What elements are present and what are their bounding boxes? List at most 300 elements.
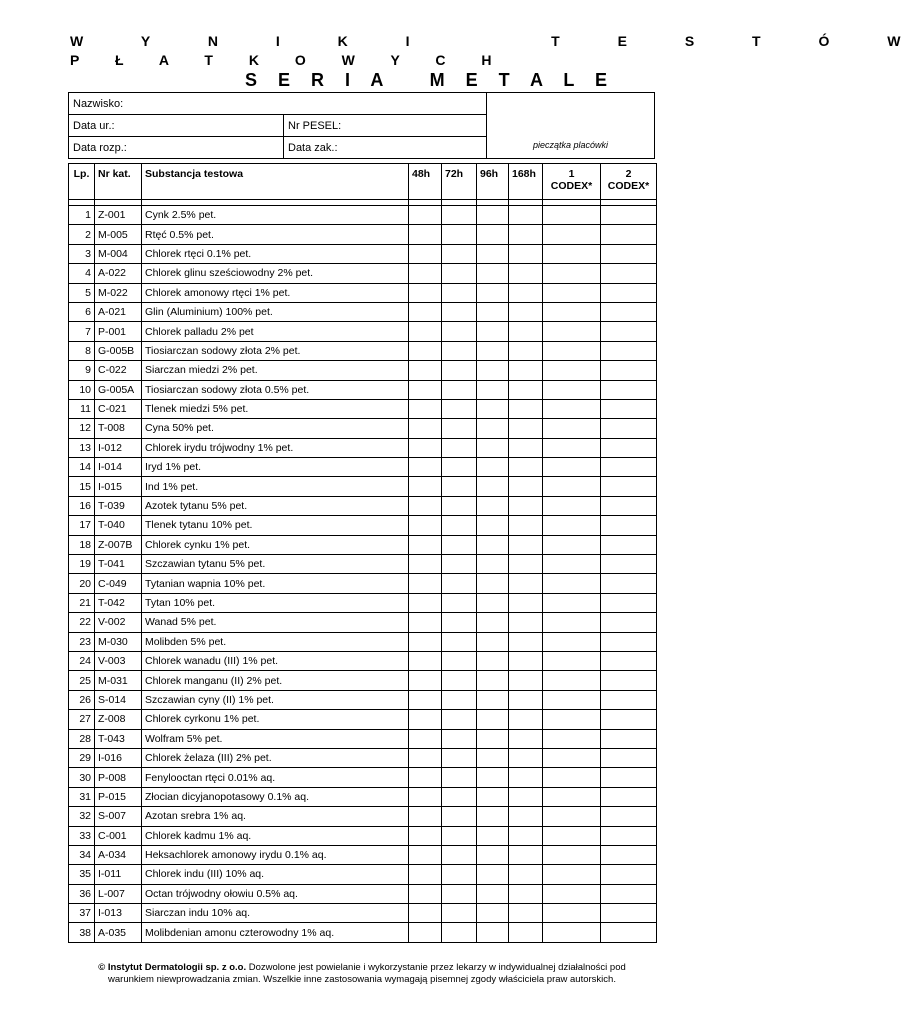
result-codex-1[interactable] bbox=[543, 787, 601, 806]
result-48h[interactable] bbox=[409, 574, 442, 593]
result-96h[interactable] bbox=[477, 865, 509, 884]
result-96h[interactable] bbox=[477, 283, 509, 302]
result-codex-2[interactable] bbox=[601, 419, 657, 438]
result-codex-2[interactable] bbox=[601, 826, 657, 845]
result-48h[interactable] bbox=[409, 225, 442, 244]
result-168h[interactable] bbox=[509, 710, 543, 729]
result-168h[interactable] bbox=[509, 748, 543, 767]
dob-field[interactable]: Data ur.: bbox=[69, 115, 284, 137]
result-96h[interactable] bbox=[477, 787, 509, 806]
result-codex-1[interactable] bbox=[543, 865, 601, 884]
result-72h[interactable] bbox=[442, 651, 477, 670]
result-48h[interactable] bbox=[409, 593, 442, 612]
table-row bbox=[69, 225, 657, 244]
result-codex-2[interactable] bbox=[601, 632, 657, 651]
result-168h[interactable] bbox=[509, 555, 543, 574]
result-48h[interactable] bbox=[409, 748, 442, 767]
pesel-field[interactable]: Nr PESEL: bbox=[284, 115, 487, 137]
patient-info-form bbox=[68, 92, 487, 159]
result-168h[interactable] bbox=[509, 651, 543, 670]
result-168h[interactable] bbox=[509, 904, 543, 923]
row-nr-kat: A-034 bbox=[95, 845, 142, 864]
result-72h[interactable] bbox=[442, 361, 477, 380]
col-substance: Substancja testowa bbox=[142, 164, 409, 200]
result-96h[interactable] bbox=[477, 768, 509, 787]
result-96h[interactable] bbox=[477, 729, 509, 748]
result-48h[interactable] bbox=[409, 419, 442, 438]
result-codex-2[interactable] bbox=[601, 807, 657, 826]
row-substance: Iryd 1% pet. bbox=[142, 458, 409, 477]
surname-field[interactable]: Nazwisko: bbox=[69, 93, 487, 115]
result-168h[interactable] bbox=[509, 593, 543, 612]
result-72h[interactable] bbox=[442, 264, 477, 283]
result-168h[interactable] bbox=[509, 884, 543, 903]
result-168h[interactable] bbox=[509, 923, 543, 942]
result-96h[interactable] bbox=[477, 690, 509, 709]
result-48h[interactable] bbox=[409, 555, 442, 574]
result-48h[interactable] bbox=[409, 787, 442, 806]
result-codex-2[interactable] bbox=[601, 380, 657, 399]
row-substance: Tlenek miedzi 5% pet. bbox=[142, 399, 409, 418]
result-codex-1[interactable] bbox=[543, 651, 601, 670]
result-96h[interactable] bbox=[477, 225, 509, 244]
result-168h[interactable] bbox=[509, 206, 543, 225]
result-72h[interactable] bbox=[442, 671, 477, 690]
result-168h[interactable] bbox=[509, 632, 543, 651]
col-lp: Lp. bbox=[69, 164, 95, 200]
result-codex-1[interactable] bbox=[543, 477, 601, 496]
result-codex-1[interactable] bbox=[543, 574, 601, 593]
result-168h[interactable] bbox=[509, 845, 543, 864]
result-codex-1[interactable] bbox=[543, 613, 601, 632]
result-72h[interactable] bbox=[442, 613, 477, 632]
result-72h[interactable] bbox=[442, 904, 477, 923]
row-lp: 3 bbox=[69, 244, 95, 263]
result-48h[interactable] bbox=[409, 206, 442, 225]
row-substance: Ind 1% pet. bbox=[142, 477, 409, 496]
result-72h[interactable] bbox=[442, 729, 477, 748]
result-72h[interactable] bbox=[442, 787, 477, 806]
result-codex-2[interactable] bbox=[601, 884, 657, 903]
result-168h[interactable] bbox=[509, 244, 543, 263]
result-codex-1[interactable] bbox=[543, 516, 601, 535]
result-96h[interactable] bbox=[477, 361, 509, 380]
result-codex-2[interactable] bbox=[601, 477, 657, 496]
result-96h[interactable] bbox=[477, 710, 509, 729]
result-codex-1[interactable] bbox=[543, 399, 601, 418]
result-72h[interactable] bbox=[442, 555, 477, 574]
result-96h[interactable] bbox=[477, 206, 509, 225]
result-72h[interactable] bbox=[442, 322, 477, 341]
result-codex-1[interactable] bbox=[543, 555, 601, 574]
result-96h[interactable] bbox=[477, 322, 509, 341]
result-96h[interactable] bbox=[477, 826, 509, 845]
row-substance: Chlorek rtęci 0.1% pet. bbox=[142, 244, 409, 263]
result-72h[interactable] bbox=[442, 807, 477, 826]
row-nr-kat: M-022 bbox=[95, 283, 142, 302]
result-codex-2[interactable] bbox=[601, 341, 657, 360]
result-codex-1[interactable] bbox=[543, 419, 601, 438]
row-substance: Złocian dicyjanopotasowy 0.1% aq. bbox=[142, 787, 409, 806]
codex-1-number: 1 bbox=[568, 168, 575, 180]
result-96h[interactable] bbox=[477, 244, 509, 263]
row-lp: 20 bbox=[69, 574, 95, 593]
result-codex-1[interactable] bbox=[543, 438, 601, 457]
result-96h[interactable] bbox=[477, 380, 509, 399]
result-96h[interactable] bbox=[477, 341, 509, 360]
result-codex-1[interactable] bbox=[543, 225, 601, 244]
row-substance: Szczawian cyny (II) 1% pet. bbox=[142, 690, 409, 709]
result-48h[interactable] bbox=[409, 845, 442, 864]
result-codex-1[interactable] bbox=[543, 768, 601, 787]
result-168h[interactable] bbox=[509, 865, 543, 884]
result-96h[interactable] bbox=[477, 535, 509, 554]
result-96h[interactable] bbox=[477, 458, 509, 477]
result-72h[interactable] bbox=[442, 458, 477, 477]
result-168h[interactable] bbox=[509, 807, 543, 826]
row-lp: 37 bbox=[69, 904, 95, 923]
result-96h[interactable] bbox=[477, 613, 509, 632]
result-codex-1[interactable] bbox=[543, 244, 601, 263]
result-96h[interactable] bbox=[477, 593, 509, 612]
result-codex-2[interactable] bbox=[601, 904, 657, 923]
result-168h[interactable] bbox=[509, 419, 543, 438]
result-48h[interactable] bbox=[409, 516, 442, 535]
result-codex-2[interactable] bbox=[601, 845, 657, 864]
result-168h[interactable] bbox=[509, 225, 543, 244]
result-codex-2[interactable] bbox=[601, 690, 657, 709]
result-48h[interactable] bbox=[409, 923, 442, 942]
table-row bbox=[69, 613, 657, 632]
table-row bbox=[69, 768, 657, 787]
result-codex-2[interactable] bbox=[601, 593, 657, 612]
end-date-field[interactable]: Data zak.: bbox=[284, 137, 487, 159]
result-codex-2[interactable] bbox=[601, 438, 657, 457]
result-codex-2[interactable] bbox=[601, 710, 657, 729]
result-72h[interactable] bbox=[442, 283, 477, 302]
result-48h[interactable] bbox=[409, 399, 442, 418]
result-codex-2[interactable] bbox=[601, 651, 657, 670]
result-96h[interactable] bbox=[477, 651, 509, 670]
result-48h[interactable] bbox=[409, 884, 442, 903]
table-row bbox=[69, 593, 657, 612]
result-72h[interactable] bbox=[442, 477, 477, 496]
result-168h[interactable] bbox=[509, 826, 543, 845]
row-nr-kat: C-001 bbox=[95, 826, 142, 845]
result-72h[interactable] bbox=[442, 419, 477, 438]
result-72h[interactable] bbox=[442, 399, 477, 418]
result-codex-1[interactable] bbox=[543, 632, 601, 651]
result-72h[interactable] bbox=[442, 341, 477, 360]
result-96h[interactable] bbox=[477, 904, 509, 923]
table-row bbox=[69, 807, 657, 826]
result-72h[interactable] bbox=[442, 923, 477, 942]
start-date-field[interactable]: Data rozp.: bbox=[69, 137, 284, 159]
result-codex-2[interactable] bbox=[601, 923, 657, 942]
result-48h[interactable] bbox=[409, 826, 442, 845]
result-codex-2[interactable] bbox=[601, 399, 657, 418]
row-substance: Tytan 10% pet. bbox=[142, 593, 409, 612]
result-codex-1[interactable] bbox=[543, 322, 601, 341]
result-72h[interactable] bbox=[442, 574, 477, 593]
result-48h[interactable] bbox=[409, 322, 442, 341]
row-lp: 7 bbox=[69, 322, 95, 341]
table-row bbox=[69, 923, 657, 942]
result-48h[interactable] bbox=[409, 651, 442, 670]
row-lp: 1 bbox=[69, 206, 95, 225]
result-96h[interactable] bbox=[477, 555, 509, 574]
result-codex-1[interactable] bbox=[543, 206, 601, 225]
result-48h[interactable] bbox=[409, 438, 442, 457]
result-72h[interactable] bbox=[442, 496, 477, 515]
result-72h[interactable] bbox=[442, 710, 477, 729]
result-codex-1[interactable] bbox=[543, 748, 601, 767]
result-168h[interactable] bbox=[509, 690, 543, 709]
row-lp: 14 bbox=[69, 458, 95, 477]
result-72h[interactable] bbox=[442, 748, 477, 767]
result-codex-2[interactable] bbox=[601, 574, 657, 593]
result-48h[interactable] bbox=[409, 710, 442, 729]
row-substance: Heksachlorek amonowy irydu 0.1% aq. bbox=[142, 845, 409, 864]
result-codex-1[interactable] bbox=[543, 535, 601, 554]
result-48h[interactable] bbox=[409, 690, 442, 709]
result-codex-1[interactable] bbox=[543, 264, 601, 283]
result-168h[interactable] bbox=[509, 264, 543, 283]
result-96h[interactable] bbox=[477, 671, 509, 690]
result-168h[interactable] bbox=[509, 302, 543, 321]
result-72h[interactable] bbox=[442, 206, 477, 225]
result-96h[interactable] bbox=[477, 399, 509, 418]
row-lp: 19 bbox=[69, 555, 95, 574]
result-codex-1[interactable] bbox=[543, 380, 601, 399]
result-96h[interactable] bbox=[477, 438, 509, 457]
result-codex-2[interactable] bbox=[601, 555, 657, 574]
row-lp: 30 bbox=[69, 768, 95, 787]
codex-2-number: 2 bbox=[625, 168, 632, 180]
result-codex-1[interactable] bbox=[543, 845, 601, 864]
result-72h[interactable] bbox=[442, 690, 477, 709]
result-96h[interactable] bbox=[477, 477, 509, 496]
row-substance: Chlorek cyrkonu 1% pet. bbox=[142, 710, 409, 729]
result-72h[interactable] bbox=[442, 516, 477, 535]
row-nr-kat: M-030 bbox=[95, 632, 142, 651]
result-96h[interactable] bbox=[477, 496, 509, 515]
result-codex-2[interactable] bbox=[601, 264, 657, 283]
result-48h[interactable] bbox=[409, 729, 442, 748]
result-96h[interactable] bbox=[477, 807, 509, 826]
result-codex-1[interactable] bbox=[543, 884, 601, 903]
row-nr-kat: C-049 bbox=[95, 574, 142, 593]
result-168h[interactable] bbox=[509, 574, 543, 593]
result-codex-1[interactable] bbox=[543, 302, 601, 321]
row-nr-kat: T-041 bbox=[95, 555, 142, 574]
result-48h[interactable] bbox=[409, 477, 442, 496]
result-48h[interactable] bbox=[409, 807, 442, 826]
col-96h: 96h bbox=[477, 164, 509, 200]
result-codex-2[interactable] bbox=[601, 865, 657, 884]
result-48h[interactable] bbox=[409, 632, 442, 651]
result-codex-2[interactable] bbox=[601, 283, 657, 302]
result-168h[interactable] bbox=[509, 380, 543, 399]
row-substance: Rtęć 0.5% pet. bbox=[142, 225, 409, 244]
result-48h[interactable] bbox=[409, 458, 442, 477]
row-substance: Wanad 5% pet. bbox=[142, 613, 409, 632]
result-codex-2[interactable] bbox=[601, 748, 657, 767]
result-codex-2[interactable] bbox=[601, 768, 657, 787]
result-48h[interactable] bbox=[409, 671, 442, 690]
result-96h[interactable] bbox=[477, 923, 509, 942]
result-96h[interactable] bbox=[477, 516, 509, 535]
result-codex-2[interactable] bbox=[601, 516, 657, 535]
row-nr-kat: T-042 bbox=[95, 593, 142, 612]
result-codex-2[interactable] bbox=[601, 361, 657, 380]
result-72h[interactable] bbox=[442, 302, 477, 321]
result-72h[interactable] bbox=[442, 438, 477, 457]
result-72h[interactable] bbox=[442, 845, 477, 864]
result-48h[interactable] bbox=[409, 496, 442, 515]
row-lp: 36 bbox=[69, 884, 95, 903]
result-96h[interactable] bbox=[477, 302, 509, 321]
result-codex-1[interactable] bbox=[543, 826, 601, 845]
result-168h[interactable] bbox=[509, 729, 543, 748]
result-codex-2[interactable] bbox=[601, 322, 657, 341]
result-48h[interactable] bbox=[409, 244, 442, 263]
result-codex-1[interactable] bbox=[543, 923, 601, 942]
result-codex-2[interactable] bbox=[601, 225, 657, 244]
row-nr-kat: A-035 bbox=[95, 923, 142, 942]
result-48h[interactable] bbox=[409, 264, 442, 283]
col-codex-2 bbox=[601, 164, 657, 200]
result-96h[interactable] bbox=[477, 632, 509, 651]
row-nr-kat: T-043 bbox=[95, 729, 142, 748]
result-codex-2[interactable] bbox=[601, 787, 657, 806]
codex-2-label: CODEX* bbox=[607, 180, 650, 192]
result-72h[interactable] bbox=[442, 632, 477, 651]
result-168h[interactable] bbox=[509, 613, 543, 632]
result-48h[interactable] bbox=[409, 361, 442, 380]
table-row bbox=[69, 322, 657, 341]
result-codex-1[interactable] bbox=[543, 729, 601, 748]
result-168h[interactable] bbox=[509, 458, 543, 477]
result-72h[interactable] bbox=[442, 380, 477, 399]
row-substance: Molibdenian amonu czterowodny 1% aq. bbox=[142, 923, 409, 942]
result-168h[interactable] bbox=[509, 477, 543, 496]
result-168h[interactable] bbox=[509, 535, 543, 554]
result-codex-2[interactable] bbox=[601, 302, 657, 321]
row-lp: 25 bbox=[69, 671, 95, 690]
row-substance: Azotek tytanu 5% pet. bbox=[142, 496, 409, 515]
row-lp: 33 bbox=[69, 826, 95, 845]
result-48h[interactable] bbox=[409, 380, 442, 399]
result-codex-1[interactable] bbox=[543, 283, 601, 302]
result-codex-1[interactable] bbox=[543, 593, 601, 612]
row-substance: Wolfram 5% pet. bbox=[142, 729, 409, 748]
row-lp: 24 bbox=[69, 651, 95, 670]
row-nr-kat: M-004 bbox=[95, 244, 142, 263]
result-168h[interactable] bbox=[509, 341, 543, 360]
row-substance: Tiosiarczan sodowy złota 2% pet. bbox=[142, 341, 409, 360]
result-codex-2[interactable] bbox=[601, 206, 657, 225]
result-72h[interactable] bbox=[442, 768, 477, 787]
result-codex-2[interactable] bbox=[601, 496, 657, 515]
result-168h[interactable] bbox=[509, 361, 543, 380]
result-96h[interactable] bbox=[477, 264, 509, 283]
row-lp: 23 bbox=[69, 632, 95, 651]
result-48h[interactable] bbox=[409, 613, 442, 632]
result-72h[interactable] bbox=[442, 593, 477, 612]
table-row bbox=[69, 865, 657, 884]
result-48h[interactable] bbox=[409, 302, 442, 321]
result-48h[interactable] bbox=[409, 283, 442, 302]
result-72h[interactable] bbox=[442, 884, 477, 903]
result-48h[interactable] bbox=[409, 535, 442, 554]
result-168h[interactable] bbox=[509, 438, 543, 457]
result-96h[interactable] bbox=[477, 574, 509, 593]
row-nr-kat: S-014 bbox=[95, 690, 142, 709]
result-codex-2[interactable] bbox=[601, 729, 657, 748]
row-lp: 2 bbox=[69, 225, 95, 244]
footer-text-1: Dozwolone jest powielanie i wykorzystanie przez lekarzy w indywidualnej działalności pod bbox=[246, 962, 626, 973]
result-96h[interactable] bbox=[477, 419, 509, 438]
result-72h[interactable] bbox=[442, 535, 477, 554]
row-nr-kat: S-007 bbox=[95, 807, 142, 826]
result-96h[interactable] bbox=[477, 884, 509, 903]
result-48h[interactable] bbox=[409, 341, 442, 360]
result-168h[interactable] bbox=[509, 322, 543, 341]
table-row bbox=[69, 206, 657, 225]
result-codex-2[interactable] bbox=[601, 671, 657, 690]
result-168h[interactable] bbox=[509, 516, 543, 535]
result-codex-1[interactable] bbox=[543, 690, 601, 709]
result-codex-2[interactable] bbox=[601, 613, 657, 632]
result-codex-1[interactable] bbox=[543, 904, 601, 923]
result-48h[interactable] bbox=[409, 904, 442, 923]
result-168h[interactable] bbox=[509, 768, 543, 787]
result-codex-1[interactable] bbox=[543, 710, 601, 729]
row-lp: 8 bbox=[69, 341, 95, 360]
result-codex-1[interactable] bbox=[543, 807, 601, 826]
result-codex-2[interactable] bbox=[601, 535, 657, 554]
row-lp: 28 bbox=[69, 729, 95, 748]
result-72h[interactable] bbox=[442, 244, 477, 263]
col-48h: 48h bbox=[409, 164, 442, 200]
result-codex-2[interactable] bbox=[601, 458, 657, 477]
row-substance: Glin (Aluminium) 100% pet. bbox=[142, 302, 409, 321]
table-row bbox=[69, 904, 657, 923]
result-168h[interactable] bbox=[509, 283, 543, 302]
result-168h[interactable] bbox=[509, 787, 543, 806]
result-codex-1[interactable] bbox=[543, 458, 601, 477]
result-72h[interactable] bbox=[442, 225, 477, 244]
col-codex-1 bbox=[543, 164, 601, 200]
result-codex-2[interactable] bbox=[601, 244, 657, 263]
result-codex-1[interactable] bbox=[543, 671, 601, 690]
result-codex-1[interactable] bbox=[543, 341, 601, 360]
stamp-label: pieczątka placówki bbox=[532, 140, 609, 150]
result-168h[interactable] bbox=[509, 496, 543, 515]
result-48h[interactable] bbox=[409, 865, 442, 884]
result-codex-1[interactable] bbox=[543, 361, 601, 380]
result-96h[interactable] bbox=[477, 748, 509, 767]
result-168h[interactable] bbox=[509, 399, 543, 418]
result-codex-1[interactable] bbox=[543, 496, 601, 515]
result-72h[interactable] bbox=[442, 826, 477, 845]
row-substance: Octan trójwodny ołowiu 0.5% aq. bbox=[142, 884, 409, 903]
result-48h[interactable] bbox=[409, 768, 442, 787]
result-72h[interactable] bbox=[442, 865, 477, 884]
result-96h[interactable] bbox=[477, 845, 509, 864]
result-168h[interactable] bbox=[509, 671, 543, 690]
